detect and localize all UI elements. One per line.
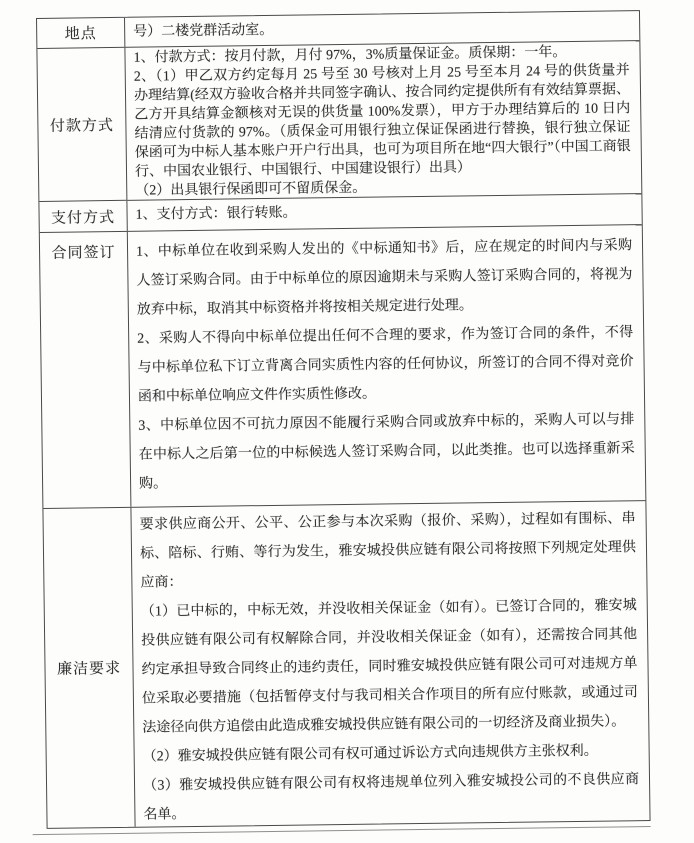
paragraph: 1、付款方式：按月付款，月付 97%，3%质量保证金。质保期：一年。: [133, 45, 567, 66]
row-label: 廉洁要求: [43, 508, 135, 828]
paragraph: （2）出具银行保函即可不留质保金。: [135, 180, 367, 199]
table-row: [40, 224, 646, 508]
row-label: 付款方式: [37, 48, 127, 201]
paragraph: 号）二楼党群活动室。: [133, 22, 274, 40]
document-sheet: [36, 10, 651, 835]
paragraph: （2）雅安城投供应链有限公司有权可通过诉讼方式向违规供方主张权利。: [142, 743, 598, 765]
row-label: 地点: [37, 18, 125, 48]
paragraph: 3、中标单位因不可抗力原因不能履行采购合同或放弃中标的，采购人可以与排在中标人之后第一位的中标候选人签订采购合同，以此类推。也可以选择重新采购。: [138, 412, 635, 492]
paragraph: 2、采购人不得向中标单位提出任何不合理的要求，作为签订合同的条件，不得与中标单位私下订立背离合同实质性内容的任何协议，所签订的合同不得对竞价函和中标单位响应文件作实质性修改。: [137, 325, 634, 405]
row-content: [128, 225, 646, 507]
paragraph: 2、（1）甲乙双方约定每月 25 号至 30 号核对上月 25 号至本月 24 号的供货量并办理结算(经双方验收合格并共同签字确认、按合同约定提供所有有效结算票据、乙方开具结算金额核对无误的供货量 100%发票），甲方于办理结算后的 10 日内结清应付货款的 97%。（质保金可用银行独立保证保函进行替换，银行独立保证保函可为中标人基本账户开户行出具，也可为项目所在地“四大银行”（中国工商银行、中国农业银行、中国银行、中国建设银行）出具）: [133, 63, 631, 180]
paragraph: （1）已中标的，中标无效，并没收相关保证金（如有）。已签订合同的，雅安城投供应链有限公司有权解除合同，并没收相关保证金（如有），还需按合同其他约定承担导致合同终止的违约责任，同时雅安城投供应链有限公司可对违规方单位采取必要措施（包括暂停支付与我司相关合作项目的所有应付账款，或通过司法途径向供方追偿由此造成雅安城投供应链有限公司的一切经济及商业损失）。: [140, 598, 638, 736]
paragraph: 1、支付方式：银行转账。: [135, 205, 297, 223]
row-label: 合同签订: [40, 232, 132, 508]
contract-terms-table: [36, 10, 651, 829]
row-content: [125, 41, 641, 200]
table-row: [43, 500, 649, 828]
table-row: [37, 40, 641, 201]
paragraph: 要求供应商公开、公平、公正参与本次采购（报价、采购），过程如有围标、串标、陪标、行贿、等行为发生，雅安城投供应链有限公司将按照下列规定处理供应商：: [139, 511, 637, 591]
row-label: 支付方式: [39, 201, 127, 232]
row-content: [131, 501, 649, 827]
paragraph: 1、中标单位在收到采购人发出的《中标通知书》后，应在规定的时间内与采购人签订采购合同。由于中标单位的原因逾期未与采购人签订采购合同的，将视为放弃中标，取消其中标资格并将按相关规定进行处理。: [135, 238, 633, 318]
paragraph: （3）雅安城投供应链有限公司有权将违规单位列入雅安城投公司的不良供应商名单。: [142, 772, 640, 823]
